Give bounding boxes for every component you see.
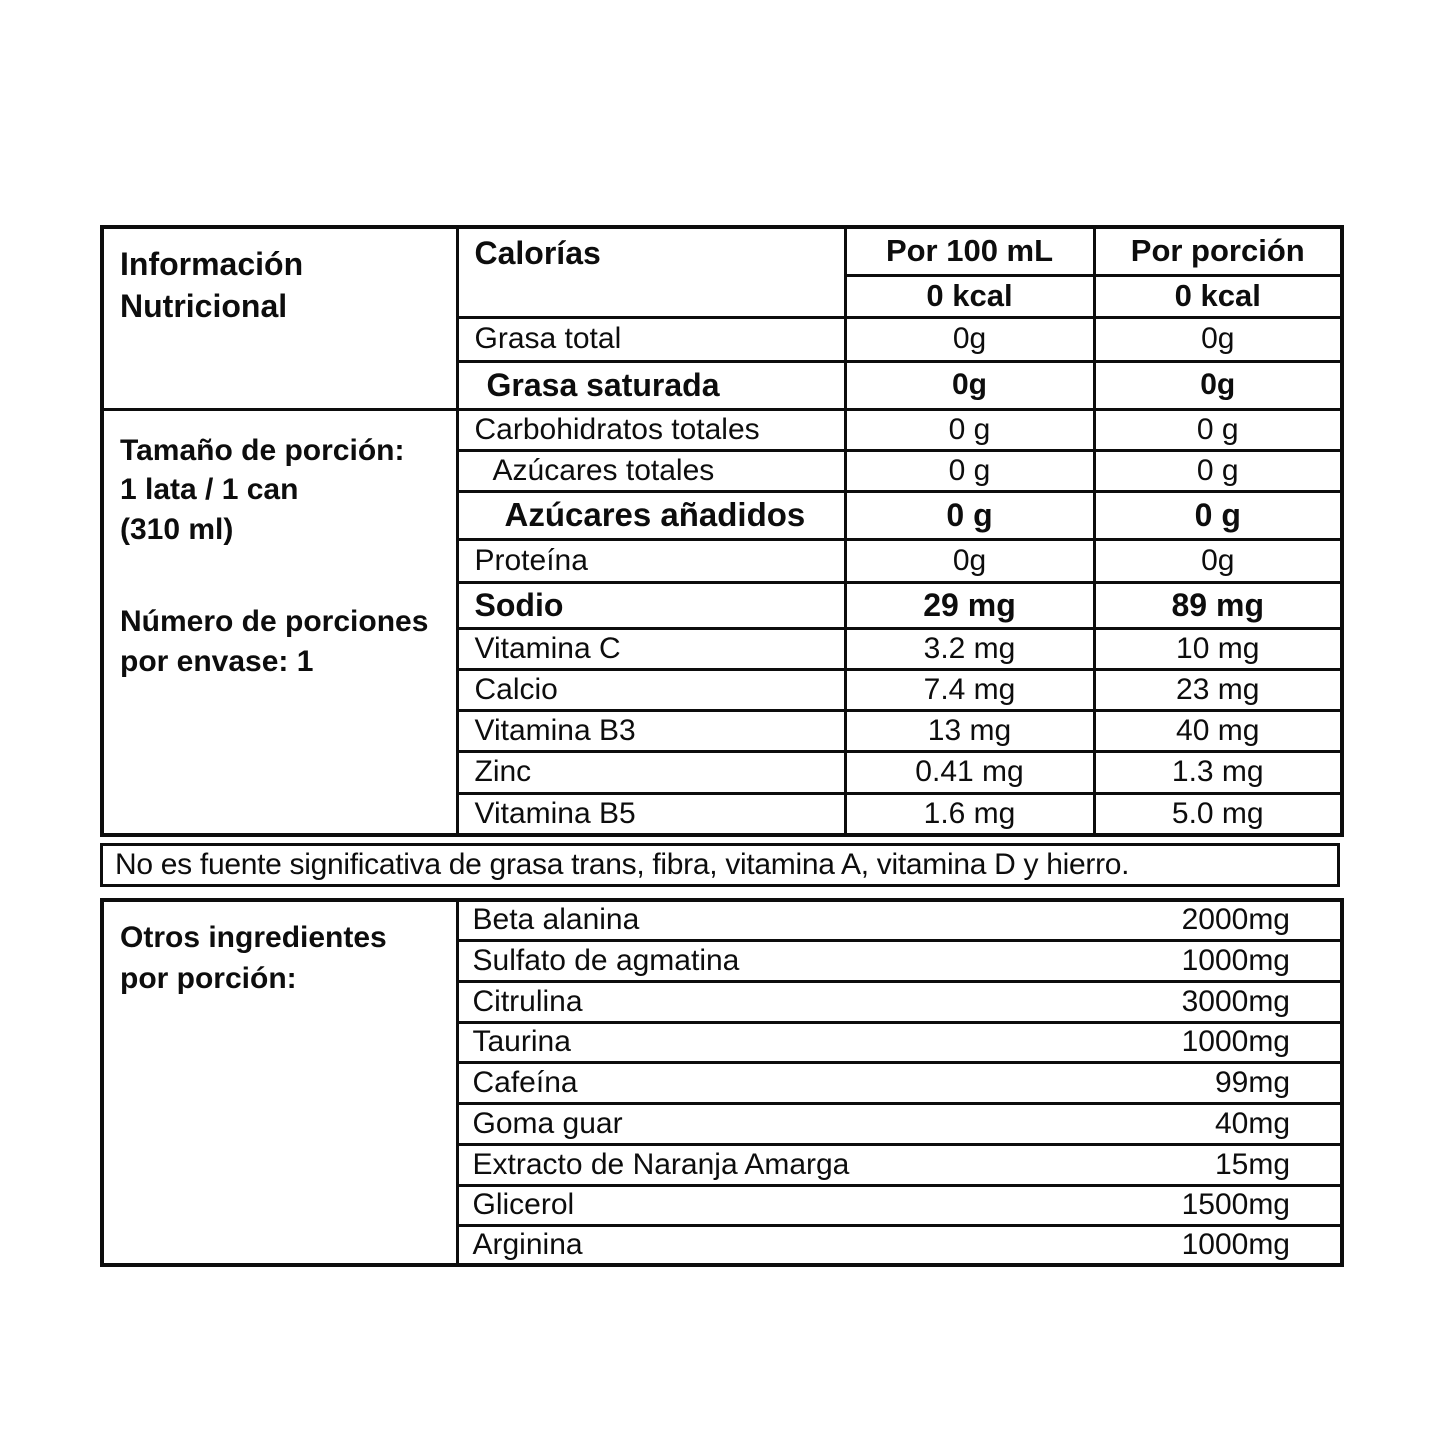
ingredient-amount: 15mg [1214, 1147, 1290, 1181]
other-ingredients-title-line2: por porción: [120, 961, 297, 995]
nutrient-per100: 7.4 mg [845, 669, 1094, 710]
nutrient-label: Grasa total [457, 317, 845, 361]
serving-info [102, 409, 457, 835]
nutrient-per100: 0 g [845, 450, 1094, 491]
nutrient-portion: 0 g [1094, 409, 1342, 450]
nutrient-label: Calcio [457, 669, 845, 710]
servings-count-line1: Número de porciones [120, 605, 429, 639]
ingredient-name: Citrulina [472, 984, 583, 1018]
nutrient-label: Proteína [457, 539, 845, 582]
ingredient-name: Taurina [472, 1025, 571, 1058]
nutrient-per100: 1.6 mg [845, 793, 1094, 835]
kcal-per-portion: 0 kcal [1094, 275, 1342, 317]
ingredient-amount: 2000mg [1181, 903, 1290, 937]
serving-size-value: 1 lata / 1 can [120, 473, 299, 507]
kcal-per-100ml: 0 kcal [845, 275, 1094, 317]
nutrient-portion: 0 g [1094, 450, 1342, 491]
ingredient-amount: 1500mg [1181, 1188, 1290, 1221]
ingredient-row [457, 900, 1342, 940]
nutrient-per100: 0 g [845, 491, 1094, 539]
ingredient-name: Cafeína [472, 1065, 578, 1099]
nutrient-label: Carbohidratos totales [457, 409, 845, 450]
nutrient-per100: 0g [845, 539, 1094, 582]
ingredient-amount: 3000mg [1181, 984, 1290, 1018]
ingredient-row [457, 1062, 1342, 1103]
ingredient-name: Goma guar [472, 1106, 623, 1140]
nutrient-label: Azúcares totales [457, 450, 845, 491]
nutrient-per100: 0g [845, 361, 1094, 409]
nutrient-label: Sodio [457, 582, 845, 628]
nutrient-per100: 3.2 mg [845, 628, 1094, 669]
ingredient-row [457, 981, 1342, 1022]
column-header-per-100ml: Por 100 mL [845, 227, 1094, 275]
nutrient-portion: 23 mg [1094, 669, 1342, 710]
table-row [102, 900, 1342, 940]
ingredient-name: Glicerol [472, 1188, 575, 1221]
info-title: Información Nutricional [102, 227, 457, 409]
table-row [102, 409, 1342, 450]
nutrient-portion: 1.3 mg [1094, 751, 1342, 793]
nutrient-portion: 0g [1094, 361, 1342, 409]
ingredient-name: Sulfato de agmatina [472, 943, 740, 977]
spacer [120, 550, 446, 602]
ingredient-row [457, 940, 1342, 981]
nutrient-portion: 40 mg [1094, 710, 1342, 751]
nutrient-label: Grasa saturada [457, 361, 845, 409]
nutrient-portion: 0 g [1094, 491, 1342, 539]
other-ingredients-table [100, 898, 1344, 1267]
other-ingredients-title [102, 900, 457, 1265]
calories-label: Calorías [457, 227, 845, 317]
nutrient-per100: 13 mg [845, 710, 1094, 751]
ingredient-row [457, 1225, 1342, 1265]
nutrient-portion: 0g [1094, 317, 1342, 361]
nutrient-label: Vitamina C [457, 628, 845, 669]
ingredient-amount: 1000mg [1181, 943, 1290, 977]
nutrient-per100: 0.41 mg [845, 751, 1094, 793]
ingredient-row [457, 1144, 1342, 1185]
ingredient-amount: 1000mg [1181, 1025, 1290, 1058]
ingredient-name: Extracto de Naranja Amarga [472, 1147, 850, 1181]
nutrient-label: Azúcares añadidos [457, 491, 845, 539]
nutrient-per100: 0 g [845, 409, 1094, 450]
table-row [102, 227, 1342, 275]
serving-size-label: Tamaño de porción: [120, 433, 405, 467]
nutrient-portion: 5.0 mg [1094, 793, 1342, 835]
ingredient-amount: 1000mg [1181, 1227, 1290, 1261]
no-significant-source-note: No es fuente significativa de grasa trans, fibra, vitamina A, vitamina D y hierro. [100, 843, 1340, 887]
nutrient-per100: 29 mg [845, 582, 1094, 628]
nutrient-portion: 89 mg [1094, 582, 1342, 628]
column-header-per-portion: Por porción [1094, 227, 1342, 275]
nutrient-per100: 0g [845, 317, 1094, 361]
nutrition-table [100, 225, 1344, 837]
ingredient-name: Arginina [472, 1227, 583, 1261]
ingredient-row [457, 1185, 1342, 1225]
ingredient-amount: 99mg [1214, 1065, 1290, 1099]
nutrient-label: Vitamina B5 [457, 793, 845, 835]
nutrient-label: Zinc [457, 751, 845, 793]
nutrient-portion: 0g [1094, 539, 1342, 582]
serving-size-ml: (310 ml) [120, 513, 234, 547]
nutrient-portion: 10 mg [1094, 628, 1342, 669]
nutrient-label: Vitamina B3 [457, 710, 845, 751]
servings-count-line2: por envase: 1 [120, 645, 314, 679]
ingredient-name: Beta alanina [472, 903, 640, 937]
ingredient-row [457, 1103, 1342, 1144]
nutrition-label [100, 225, 1340, 1267]
ingredient-row [457, 1022, 1342, 1062]
other-ingredients-title-line1: Otros ingredientes [120, 921, 387, 954]
ingredient-amount: 40mg [1214, 1106, 1290, 1140]
